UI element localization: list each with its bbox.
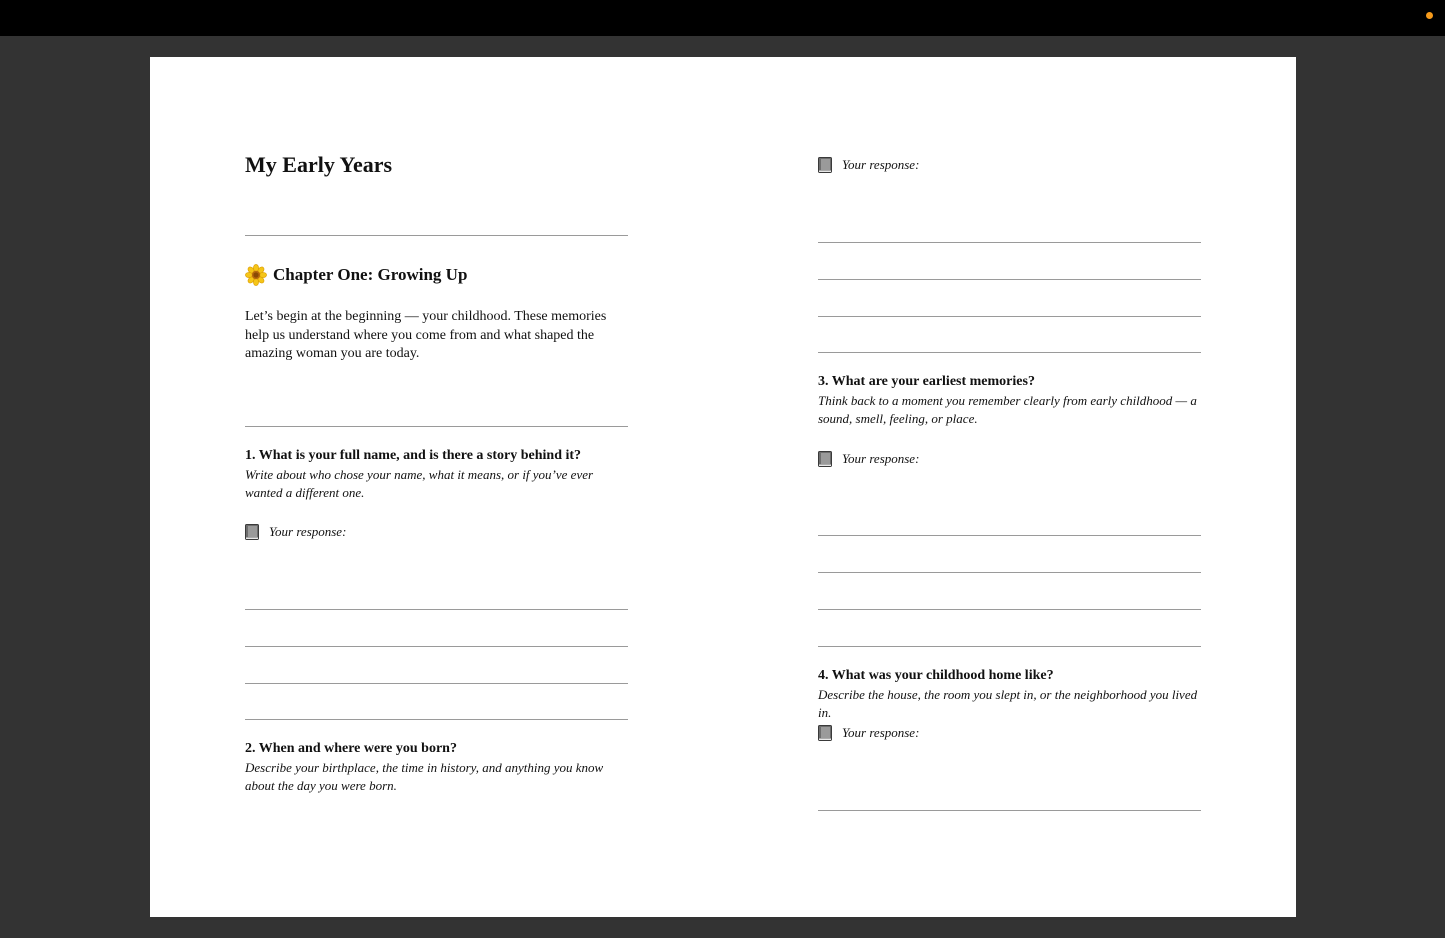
answer-line[interactable] xyxy=(818,279,1201,280)
status-dot-icon xyxy=(1426,12,1433,19)
question-hint: Describe your birthplace, the time in history, and anything you know about the day you were born. xyxy=(245,759,604,793)
answer-line[interactable] xyxy=(245,719,628,720)
question-4 xyxy=(818,667,1201,723)
answer-line[interactable] xyxy=(818,535,1201,536)
top-bar xyxy=(0,0,1445,36)
response-text: Your response: xyxy=(842,451,920,466)
response-label xyxy=(245,524,346,540)
response-text: Your response: xyxy=(842,157,920,172)
question-hint: Write about who chose your name, what it means, or if you’ve ever wanted a different one. xyxy=(245,466,594,500)
book-icon xyxy=(245,524,260,540)
question-title: 2. When and where were you born? xyxy=(245,741,457,756)
response-label xyxy=(818,451,919,467)
question-title: 4. What was your childhood home like? xyxy=(818,668,1054,683)
divider xyxy=(245,426,628,427)
answer-line[interactable] xyxy=(818,572,1201,573)
book-icon xyxy=(818,451,833,467)
question-title: 3. What are your earliest memories? xyxy=(818,374,1035,389)
answer-line[interactable] xyxy=(818,609,1201,610)
answer-line[interactable] xyxy=(818,242,1201,243)
chapter-title: Chapter One: Growing Up xyxy=(273,265,468,284)
response-label xyxy=(818,725,919,741)
question-hint: Describe the house, the room you slept in, or the neighborhood you lived in. xyxy=(818,686,1198,720)
response-text: Your response: xyxy=(269,524,347,539)
answer-line[interactable] xyxy=(818,316,1201,317)
question-3 xyxy=(818,373,1201,429)
answer-line[interactable] xyxy=(245,683,628,684)
answer-line[interactable] xyxy=(818,352,1201,353)
question-title: 1. What is your full name, and is there a story behind it? xyxy=(245,448,582,463)
answer-line[interactable] xyxy=(245,609,628,610)
answer-line[interactable] xyxy=(818,810,1201,811)
answer-line[interactable] xyxy=(818,646,1201,647)
question-1 xyxy=(245,447,628,503)
question-2 xyxy=(245,740,628,796)
document-page xyxy=(150,57,1296,917)
chapter-heading xyxy=(245,264,467,286)
response-label xyxy=(818,157,919,173)
page-title: My Early Years xyxy=(245,152,393,177)
sunflower-icon xyxy=(245,264,267,286)
answer-line[interactable] xyxy=(245,646,628,647)
divider xyxy=(245,235,628,236)
chapter-intro: Let’s begin at the beginning — your childhood. These memories help us understand where you come from and what shaped the amazing woman you are today. xyxy=(245,309,607,361)
response-text: Your response: xyxy=(842,725,920,740)
book-icon xyxy=(818,725,833,741)
question-hint: Think back to a moment you remember clearly from early childhood — a sound, smell, feeling, or place. xyxy=(818,392,1197,426)
book-icon xyxy=(818,157,833,173)
